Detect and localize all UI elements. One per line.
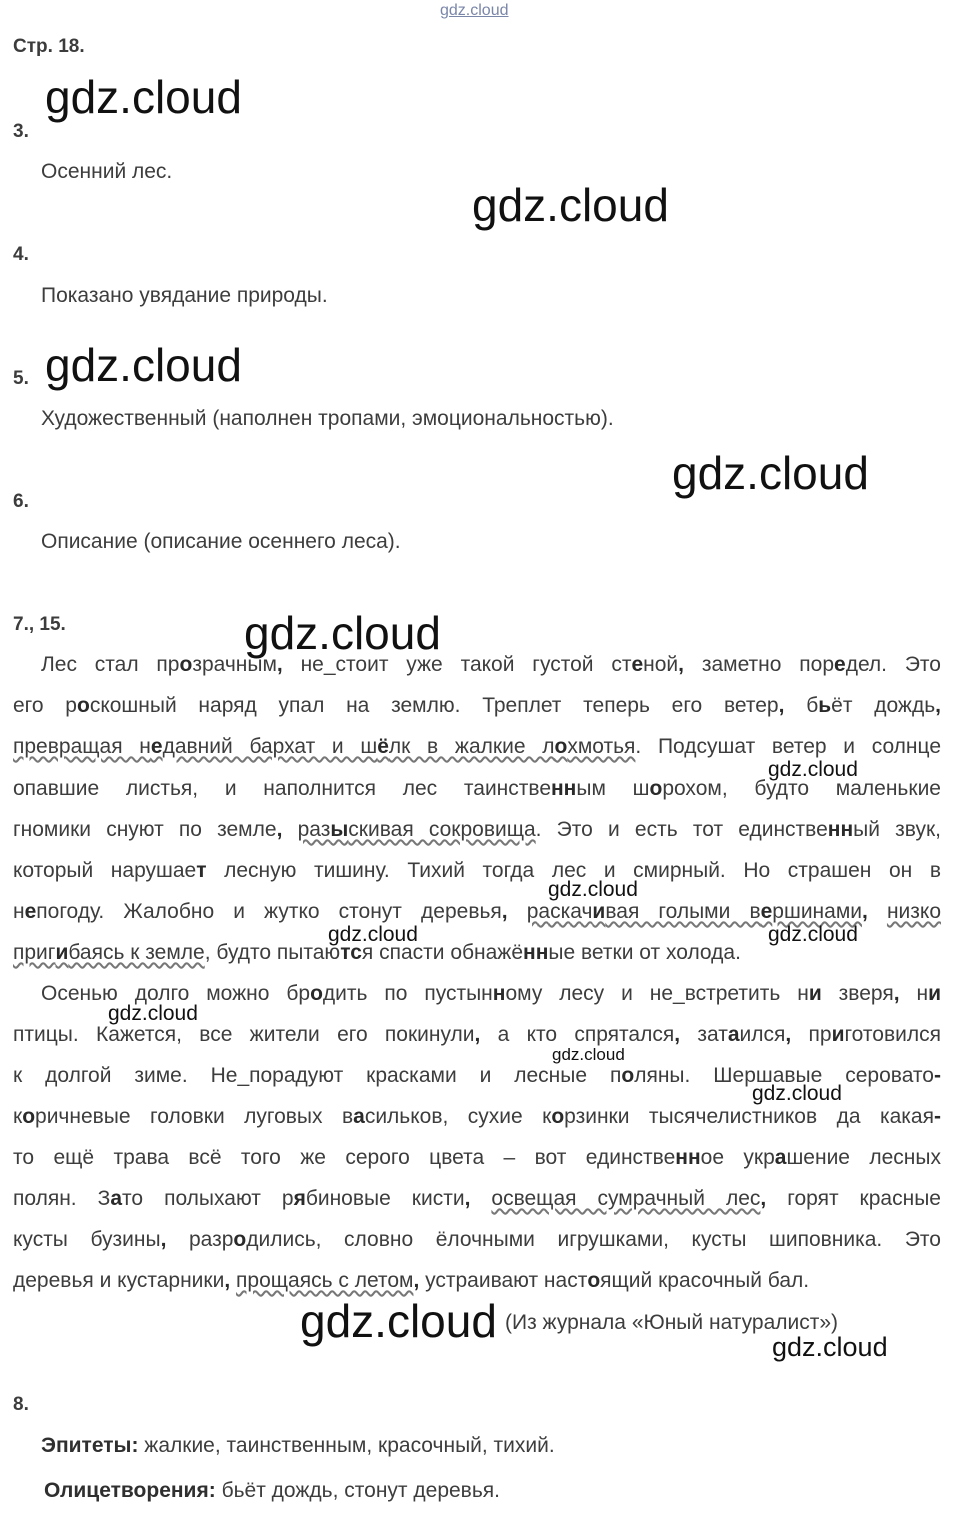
text-line: непогоду. Жалобно и жутко стонут деревья, раскачивая голыми вершинами, низко [13, 900, 942, 923]
watermark: gdz.cloud [328, 923, 418, 946]
watermark: gdz.cloud [45, 339, 242, 391]
text-line: опавшие листья, и наполнится лес таинственным шорохом, будто маленькие [13, 777, 941, 800]
page-title: Стр. 18. [13, 36, 85, 57]
answer-6: Описание (описание осеннего леса). [41, 530, 401, 553]
text-line: Осенью долго можно бродить по пустынному лесу и не_встретить ни зверя, ни [41, 982, 941, 1005]
epithets-list: жалкие, таинственным, красочный, тихий. [144, 1434, 555, 1457]
text-line: который нарушает лесную тишину. Тихий тогда лес и смирный. Но страшен он в [13, 859, 942, 882]
watermark: gdz.cloud [672, 447, 869, 499]
text-line: к долгой зиме. Не_порадуют красками и лесные поляны. Шершавые серовато- [13, 1064, 941, 1087]
personifications-list: бьёт дождь, стонут деревья. [221, 1479, 500, 1502]
question-number-7-15: 7., 15. [13, 614, 66, 635]
watermark: gdz.cloud [772, 1332, 888, 1362]
text-line: пригибаясь к земле, будто пытаются спасти обнажённые ветки от холода. [13, 941, 741, 964]
text-line: то ещё трава всё того же серого цвета – вот единственное украшение лесных [13, 1146, 941, 1169]
text-line: Лес стал прозрачным, не_стоит уже такой густой стеной, заметно поредел. Это [41, 653, 941, 676]
question-number-3: 3. [13, 121, 29, 142]
question-number-6: 6. [13, 491, 29, 512]
epithets-label: Эпитеты: [41, 1434, 139, 1457]
watermark: gdz.cloud [752, 1082, 842, 1105]
watermark: gdz.cloud [300, 1295, 497, 1347]
text-line: кусты бузины, разродились, словно ёлочными игрушками, кусты шиповника. Это [13, 1228, 941, 1251]
text-line: деревья и кустарники, прощаясь с летом, устраивают настоящий красочный бал. [13, 1269, 810, 1292]
text-line: его роскошный наряд упал на землю. Треплет теперь его ветер, бьёт дождь, [13, 694, 941, 717]
epithets-line [41, 1434, 555, 1458]
watermark: gdz.cloud [768, 758, 858, 781]
watermark: gdz.cloud [108, 1002, 198, 1025]
source-citation: (Из журнала «Юный натуралист») [505, 1311, 839, 1334]
text-line: птицы. Кажется, все жители его покинули, а кто спрятался, затаился, приготовился [13, 1023, 941, 1046]
personifications-label: Олицетворения: [44, 1479, 216, 1502]
answer-4: Показано увядание природы. [41, 284, 328, 307]
text-line: гномики снуют по земле, разыскивая сокровища. Это и есть тот единственный звук, [13, 818, 941, 841]
watermark-top: gdz.cloud [440, 2, 509, 19]
question-number-4: 4. [13, 244, 29, 265]
text-line: коричневые головки луговых васильков, сухие корзинки тысячелистников да какая- [13, 1105, 941, 1128]
personifications-line [44, 1479, 500, 1503]
text-line: полян. Зато полыхают рябиновые кисти, освещая сумрачный лес, горят красные [13, 1187, 941, 1210]
watermark: gdz.cloud [45, 71, 242, 123]
question-number-8: 8. [13, 1394, 29, 1415]
watermark: gdz.cloud [768, 923, 858, 946]
answer-3: Осенний лес. [41, 160, 173, 183]
question-number-5: 5. [13, 368, 29, 389]
answer-5: Художественный (наполнен тропами, эмоциональностью). [41, 407, 614, 430]
watermark: gdz.cloud [548, 878, 638, 901]
watermark: gdz.cloud [244, 607, 441, 659]
watermark: gdz.cloud [552, 1045, 625, 1064]
text-line: превращая недавний бархат и шёлк в жалкие лохмотья. Подсушат ветер и солнце [13, 735, 941, 758]
watermark: gdz.cloud [472, 179, 669, 231]
